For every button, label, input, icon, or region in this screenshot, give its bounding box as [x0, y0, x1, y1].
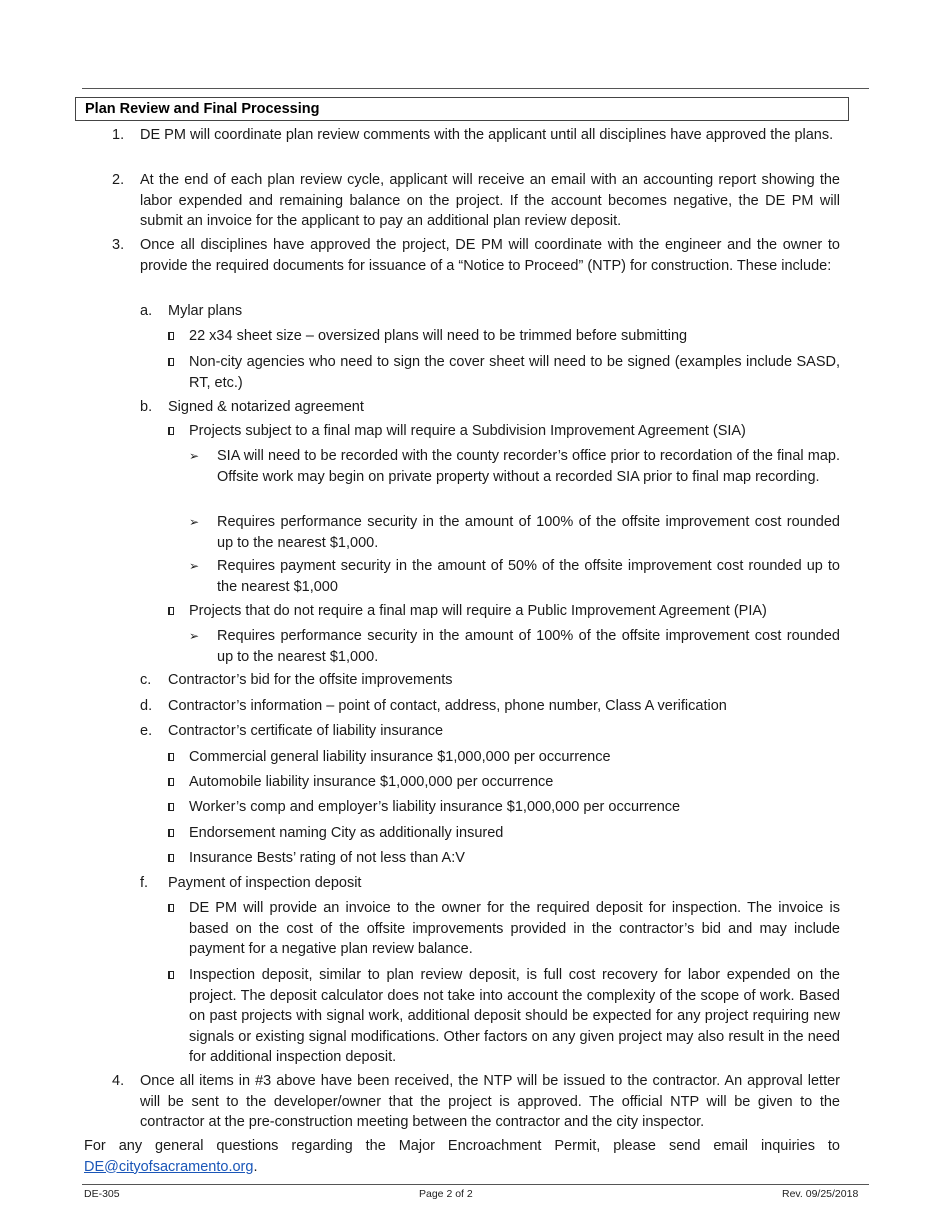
bullet-e2: Automobile liability insurance $1,000,000 per occurrence [189, 774, 554, 790]
bullet-e5: Insurance Bests’ rating of not less than A:V [189, 850, 465, 866]
list-number: 3. [112, 237, 125, 253]
bullet-f2: Inspection deposit, similar to plan review deposit, is full cost recovery for labor expended on the project. The deposit calculator does not take into account the complexity of the scope of work. Based on past projects with signal work, additional deposit should be expected for any project requiring new signals or existing signal modifications. Other factors on any given project may also result in the need for additional inspection deposit. [189, 967, 840, 1066]
sub-letter: a. [140, 303, 153, 319]
list-number: 2. [112, 172, 125, 188]
sub-letter: e. [140, 723, 153, 739]
sub-item-c: Contractor’s bid for the offsite improvements [168, 672, 453, 688]
section-title: Plan Review and Final Processing [85, 101, 320, 117]
sub-item-a: Mylar plans [168, 303, 243, 319]
arrow-item-b1a: SIA will need to be recorded with the county recorder’s office prior to recordation of the final map. Offsite work may begin on private property without a recorded SIA prior to final map recording. [217, 448, 840, 485]
arrow-item-b2a: Requires performance security in the amount of 100% of the offsite improvement cost rounded up to the nearest $1,000. [217, 628, 840, 665]
header-rule [82, 88, 869, 89]
footer-rule [82, 1184, 869, 1185]
list-item-3: Once all disciplines have approved the project, DE PM will coordinate with the engineer and the owner to provide the required documents for issuance of a “Notice to Proceed” (NTP) for construction. These include: [140, 237, 840, 274]
sub-letter: c. [140, 672, 152, 688]
closing-paragraph [84, 1136, 840, 1177]
sub-letter: f. [140, 875, 149, 891]
sub-item-d: Contractor’s information – point of contact, address, phone number, Class A verification [168, 698, 727, 714]
bullet-b2: Projects that do not require a final map will require a Public Improvement Agreement (PIA) [189, 603, 767, 619]
email-link[interactable]: DE@cityofsacramento.org [84, 1158, 254, 1175]
sub-letter: b. [140, 399, 153, 415]
footer-revision: Rev. 09/25/2018 [782, 1188, 859, 1200]
sub-letter: d. [140, 698, 153, 714]
list-item-1: DE PM will coordinate plan review comments with the applicant until all disciplines have approved the plans. [140, 127, 834, 143]
list-item-2: At the end of each plan review cycle, applicant will receive an email with an accounting report showing the labor expended and remaining balance on the project. If the account becomes negative, the DE PM will submit an invoice for the applicant to pay an additional plan review deposit. [140, 172, 840, 230]
sub-item-b: Signed & notarized agreement [168, 399, 364, 415]
bullet-b1: Projects subject to a final map will require a Subdivision Improvement Agreement (SIA) [189, 423, 746, 439]
bullet-e3: Worker’s comp and employer’s liability insurance $1,000,000 per occurrence [189, 799, 681, 815]
bullet-e1: Commercial general liability insurance $1,000,000 per occurrence [189, 749, 611, 765]
bullet-a1: 22 x34 sheet size – oversized plans will need to be trimmed before submitting [189, 328, 688, 344]
list-number: 1. [112, 127, 125, 143]
section-header-box [75, 97, 849, 121]
closing-period: . [253, 1158, 258, 1175]
arrow-item-b1c: Requires payment security in the amount of 50% of the offsite improvement cost rounded up to the nearest $1,000 [217, 558, 840, 595]
list-number: 4. [112, 1073, 125, 1089]
list-item-4: Once all items in #3 above have been received, the NTP will be issued to the contractor. An approval letter will be sent to the developer/owner that the project is approved. The official NTP will be given to the contractor at the pre-construction meeting between the contractor and the city inspector. [140, 1073, 840, 1131]
bullet-a2: Non-city agencies who need to sign the cover sheet will need to be signed (examples include SASD, RT, etc.) [189, 354, 840, 391]
sub-item-e: Contractor’s certificate of liability insurance [168, 723, 444, 739]
bullet-f1: DE PM will provide an invoice to the owner for the required deposit for inspection. The invoice is based on the cost of the offsite improvements provided in the contractor’s bid and may include payment for a negative plan review balance. [189, 900, 840, 958]
closing-text: For any general questions regarding the Major Encroachment Permit, please send email inquiries to [84, 1138, 840, 1154]
bullet-e4: Endorsement naming City as additionally insured [189, 825, 504, 841]
footer-page-number: Page 2 of 2 [419, 1188, 473, 1200]
footer-form-number: DE-305 [84, 1188, 120, 1200]
sub-item-f: Payment of inspection deposit [168, 875, 362, 891]
arrow-item-b1b: Requires performance security in the amount of 100% of the offsite improvement cost rounded up to the nearest $1,000. [217, 514, 840, 551]
